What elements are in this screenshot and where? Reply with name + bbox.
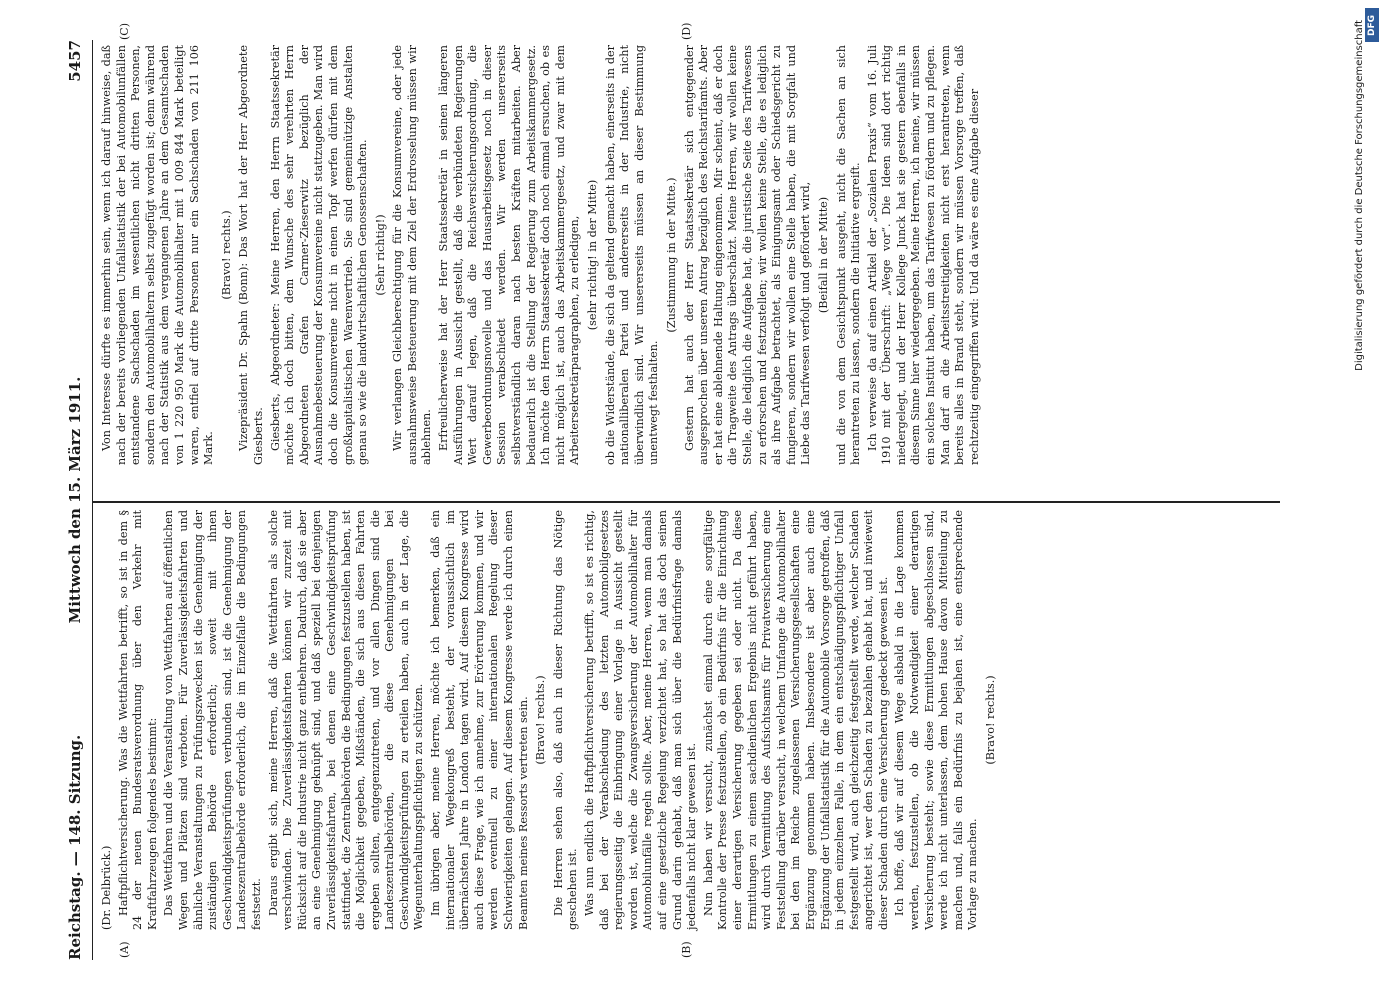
president-announcement: Vizepräsident Dr. Spahn (Bonn): Das Wort hat der Herr Abgeordnete Giesberts. [237, 45, 265, 465]
paragraph: Daraus ergibt sich, meine Herren, daß die Wettfahrten als solche verschwinden. Die Zuverlässigkeitsfahrten können wir zurzeit mit Rücksicht auf die Industrie nicht ganz entbehren. Dadurch, daß sie aber an eine Genehmigung geknüpft sind, und daß speziell bei denjenigen Zuverlässigkeitsfahrten, bei denen eine Geschwindigkeitsprüfung stattfindet, die Zentralbehörden die Bedingungen festzustellen haben, ist die Möglichkeit gegeben, Mißständen, die sich aus diesen Fahrten ergeben sollten, entgegenzutreten, und vor allen Dingen sind die Landeszentralbehörden, die diese Genehmigungen bei Geschwindigkeitsprüfungen zu erteilen haben, auch in der Lage, die Wegeunterhaltungspflichtigen zu schützen. [266, 510, 426, 930]
interjection: (sehr richtig! in der Mitte) [586, 179, 599, 331]
speaker-label: (Dr. Delbrück.) [100, 845, 113, 930]
paragraph: Die Herren sehen also, daß auch in dieser Richtung das Nötige geschehen ist. [551, 510, 580, 930]
paragraph: Ich hoffe, daß wir auf diesem Wege alsbald in die Lage kommen werden, festzustellen, ob die Notwendigkeit einer derartigen Versicherung besteht; sowie diese Ermittlungen abgeschlossen sind, werde ich nicht unterlassen, dem hohen Hause davon Mitteilung zu machen und, falls ein Bedürfnis zu bejahen ist, eine entsprechende Vorlage zu machen. [893, 510, 980, 930]
paragraph: ob die Widerstände, die sich da geltend gemacht haben, einerseits in der nationalliberalen Partei und andererseits in der Industrie, nicht überwindlich sind. Wir unsererseits müssen an dieser Bestimmung unentwegt festhalten. [603, 45, 661, 465]
digitization-note: Digitalisierung gefördert durch die Deutsche Forschungsgemeinschaft [1354, 20, 1365, 371]
paragraph: Von Interesse dürfte es immerhin sein, wenn ich darauf hinweise, daß nach der bereits vorliegenden Unfallstatistik der bei Automobilunfällen entstandene Sachschaden im wesentlichen nicht dritten Personen, sondern den Automobilhaltern selbst zugefügt worden ist; denn während nach der Statistik aus dem vergangenen Jahre an dem Gesamtschaden von 1 220 950 Mark die Automobilhalter mit 1 009 844 Mark beteiligt waren, entfiel auf dritte Personen nur ein Sachschaden von 211 106 Mark. [100, 45, 216, 465]
left-column [100, 510, 1002, 930]
right-column [100, 45, 984, 465]
paragraph: Was nun endlich die Haftpflichtversicherung betrifft, so ist es richtig, daß bei der Verabschiedung des letzten Automobilgesetzes regierungsseitig die Einbringung einer Vorlage in Aussicht gestellt worden ist, welche die Zwangsversicherung der Automobilhalter für Automobilunfälle regeln sollte. Aber, meine Herren, wenn man damals auf eine gesetzliche Regelung verzichtet hat, so hat das doch seinen Grund darin gehabt, daß man sich über die Bedürfnisfrage damals jedenfalls nicht klar gewesen ist. [583, 510, 699, 930]
paragraph: Gestern hat auch der Herr Staatssekretär sich entgegender ausgesprochen über unseren Antrag bezüglich des Reichstarifamts. Aber er hat eine ablehnende Haltung eingenommen. Mir scheint, daß er doch die Tragweite des Antrags überschätzt. Meine Herren, wir wollen keine Stelle, die lediglich die Aufgabe hat, die juristische Seite des Tarifwesens zu erforschen und festzustellen; wir wollen keine Stelle, die es lediglich als ihre Aufgabe betrachtet, als Einigungsamt oder Schiedsgericht zu fungieren, sondern wir wollen eine Stelle haben, die mit Sorgfalt und Liebe das Tarifwesen verfolgt und gefördert wird, [682, 45, 813, 465]
page-number: 5457 [66, 40, 84, 82]
paragraph: Nun haben wir versucht, zunächst einmal durch eine sorgfältige Kontrolle der Presse festzustellen, ob ein Bedürfnis für die Einrichtung einer derartigen Versicherung gegeben sei oder nicht. Da diese Ermittlungen zu einem sachdienlichen Ergebnis nicht geführt haben, wird durch Vermittlung des Aufsichtsamts für Privatversicherung eine Feststellung darüber versucht, in welchem Umfange die Automobilhalter bei den im Reiche zugelassenen Versicherungsgesellschaften eine Ergänzung genommen haben. Insbesondere ist aber auch eine Ergänzung der Unfallstatistik für die Automobile Vorsorge getroffen, daß in jedem einzelnen Falle, in dem ein entschädigungspflichtiger Unfall festgestellt wird, auch gleichzeitig festgestellt werde, welcher Schaden angerichtet ist, wer den Schaden zu bezahlen gehabt hat, und inwieweit dieser Schaden durch eine Versicherung gedeckt gewesen ist. [701, 510, 890, 930]
paragraph: Erfreulicherweise hat der Herr Staatssekretär in seinen längeren Ausführungen in Aussicht gestellt, daß die verbündeten Regierungen Wert darauf legen, daß die Reichsversicherungsordnung, die Gewerbeordnungsnovelle und das Hausarbeitsgesetz noch in dieser Session verabschiedet werden. Wir werden unsererseits selbstverständlich daran nach besten Kräften mitarbeiten. Aber bedauerlich ist die Stellung der Regierung zum Arbeitskammergesetz. Ich möchte den Herrn Staatssekretär doch noch einmal ersuchen, ob es nicht möglich ist, auch das Arbeitskammergesetz, und zwar mit dem Arbeitersekretärparagraphen, zu erledigen, [437, 45, 582, 465]
paragraph: Giesberts, Abgeordneter: Meine Herren, den Herrn Staatssekretär möchte ich doch bitten, dem Wunsche des sehr verehrten Herrn Abgeordneten Grafen Carmer-Zieserwitz bezüglich der Ausnahmebesteuerung der Konsumvereine nicht stattzugeben. Man wird doch die Konsumvereine nicht in einen Topf werfen dürfen mit dem großkapitalistischen Warenvertrieb. Sie sind gemeinnützige Anstalten genau so wie die landwirtschaftlichen Genossenschaften. [268, 45, 370, 465]
paragraph: Haftpflichtversicherung. Was die Wettfahrten betrifft, so ist in dem § 24 der neuen Bundesratsverordnung über den Verkehr mit Kraftfahrzeugen folgendes bestimmt: [116, 510, 159, 930]
marker-b: (B) [680, 941, 693, 958]
dfg-logo: DFG [1365, 8, 1379, 42]
applause: (Bravo! rechts.) [219, 210, 233, 300]
marker-a: (A) [118, 941, 131, 958]
page-header [58, 40, 88, 960]
paragraph: Das Wettfahren und die Veranstaltung von Wettfahrten auf öffentlichen Wegen und Plätzen sind verboten. Für Zuverlässigkeitsfahrten und ähnliche Veranstaltungen zu Prüfungszwecken ist die Genehmigung der zuständigen Behörde erforderlich; soweit mit ihnen Geschwindigkeitsprüfungen verbunden sind, ist die Genehmigung der Landeszentralbehörde erforderlich, die im Einzelfalle die Bedingungen festsetzt. [162, 510, 263, 930]
marker-c: (C) [118, 23, 131, 40]
header-date: Mittwoch den 15. März 1911. [66, 376, 84, 624]
applause: (Bravo! rechts.) [984, 675, 998, 765]
interjection: (Beifall in der Mitte) [816, 196, 830, 314]
interjection: (Sehr richtig!) [373, 214, 387, 296]
paragraph: Ich verweise da auf einen Artikel der „Sozialen Praxis“ vom 16. Juli 1910 mit der Überschrift: „Wege vor“. Die Ideen sind dort richtig niedergelegt, und der Herr Kollege Junck hat sie gestern ebenfalls in diesem Sinne hier wiedergegeben. Meine Herren, ich meine, wir müssen ein solches Institut haben, um das Tarifwesen zu fördern und zu pflegen. Man darf an die Arbeitsstreitigkeiten nicht erst herantreten, wenn bereits alles in Brand steht, sondern wir müssen Vorsorge treffen, daß rechtzeitig eingegriffen wird: Und da wäre es eine Aufgabe dieser [865, 45, 981, 465]
paragraph: Wir verlangen Gleichberechtigung für die Konsumvereine, oder jede ausnahmsweise Besteuerung mit dem Ziel der Erdrosselung müssen wir ablehnen. [391, 45, 434, 465]
paragraph: Im übrigen aber, meine Herren, möchte ich bemerken, daß ein internationaler Wegekongreß besteht, der voraussichtlich im übernächsten Jahre in London tagen wird. Auf diesem Kongresse wird auch diese Frage, wie ich annehme, zur Erörterung kommen, und wir werden eventuell zu einer internationalen Regelung dieser Schwierigkeiten gelangen. Auf diesem Kongresse werde ich durch einen Beamten meines Ressorts vertreten sein. [429, 510, 530, 930]
header-left: Reichstag. — 148. Sitzung. [66, 734, 84, 960]
header-rule [92, 40, 93, 960]
applause: (Bravo! rechts.) [534, 675, 548, 765]
interjection: (Zustimmung in der Mitte.) [664, 177, 678, 333]
marker-d: (D) [680, 22, 693, 40]
paragraph: und die von dem Gesichtspunkt ausgeht, nicht die Sachen an sich herantreten zu lassen, sondern die Initiative ergreift. [834, 45, 863, 465]
column-divider [92, 501, 1280, 503]
